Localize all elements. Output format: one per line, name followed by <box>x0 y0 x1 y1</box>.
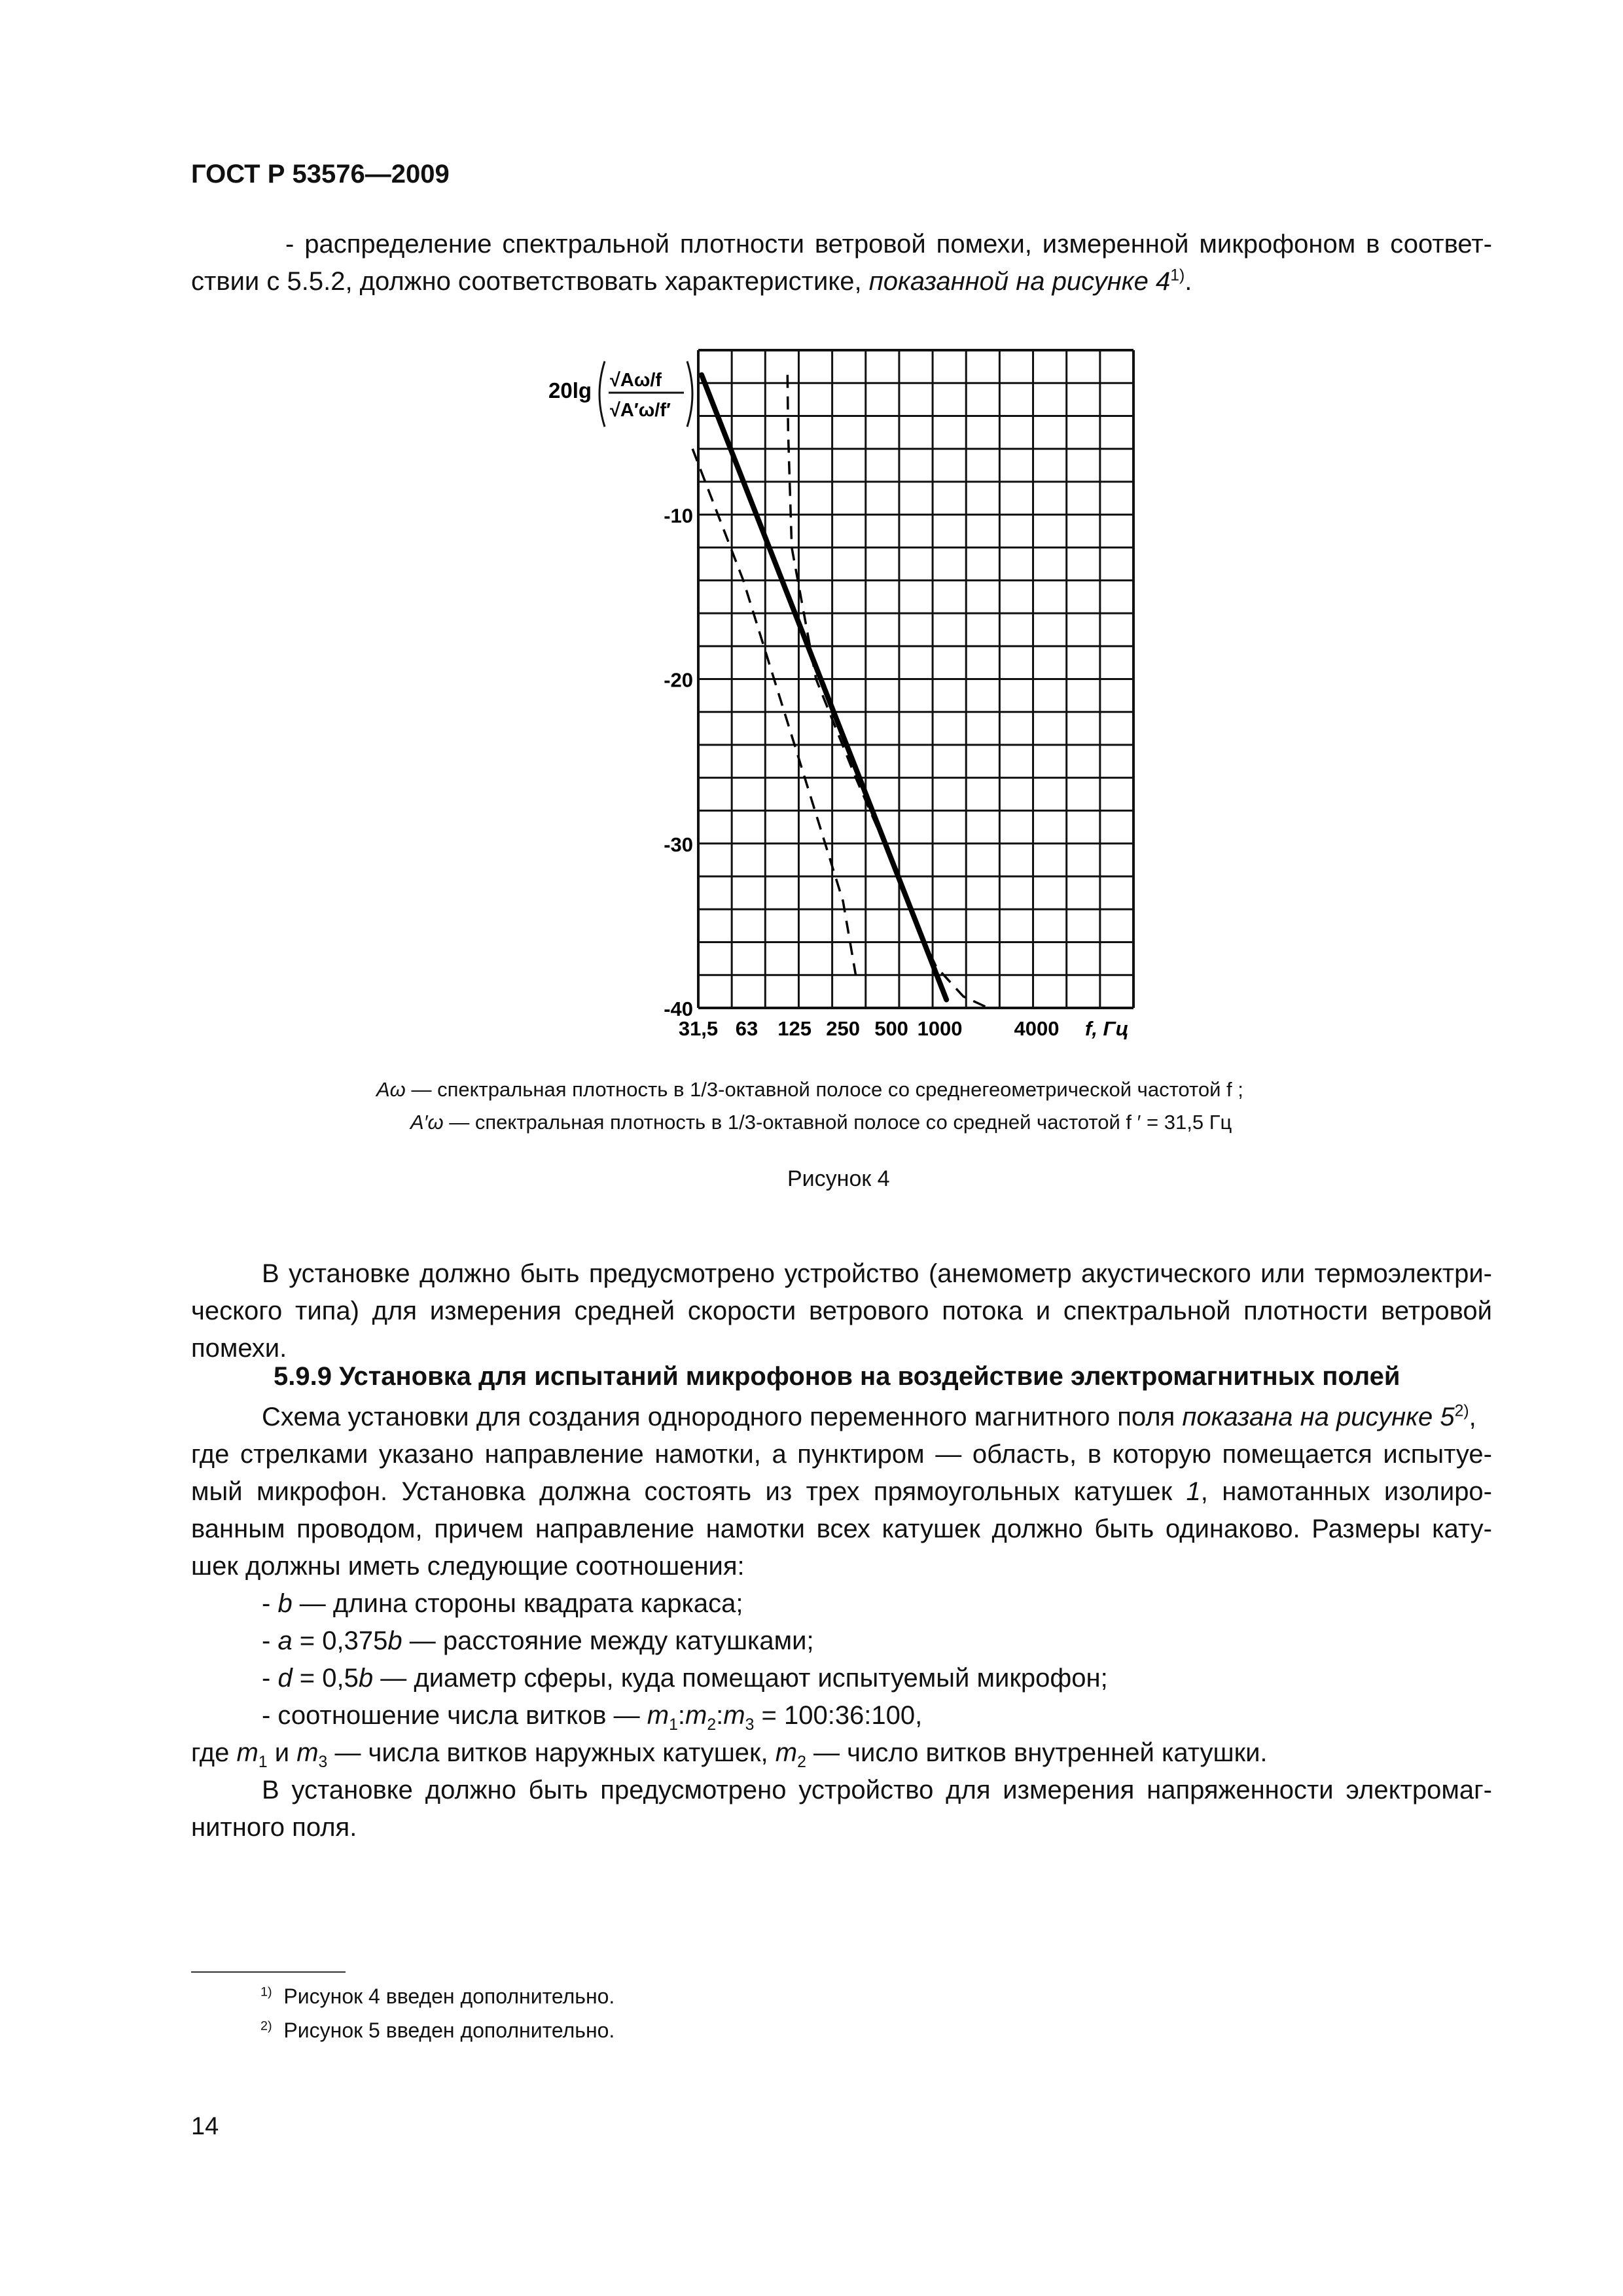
coil-number: 1 <box>1186 1477 1201 1506</box>
footnote-text: Рисунок 5 введен дополнительно. <box>283 2018 615 2042</box>
list-item-d <box>262 1660 1108 1697</box>
variable: m <box>775 1738 798 1767</box>
figure-caption: Рисунок 4 <box>787 1166 890 1191</box>
variable: a <box>277 1626 293 1655</box>
right-paren <box>687 361 692 427</box>
p3-comma: , <box>1469 1403 1476 1431</box>
x-tick-label: 1000 <box>917 1017 963 1040</box>
variable: m <box>236 1738 259 1767</box>
intro-period: . <box>1185 267 1192 296</box>
x-tick-label: 31,5 <box>678 1017 719 1040</box>
variable: b <box>387 1626 402 1655</box>
p3-text: мый микрофон. Установка должна состоять из трех прямоугольных катушек <box>191 1477 1186 1506</box>
paragraph-3 <box>191 1399 1492 1585</box>
figure-4-chart <box>510 327 1165 1060</box>
intro-paragraph <box>191 226 1492 300</box>
footnote-mark: 2) <box>260 2018 272 2034</box>
y-tick-label: -20 <box>664 668 693 692</box>
x-tick-label: 500 <box>874 1017 908 1040</box>
list-item-a <box>262 1623 1108 1660</box>
variable: b <box>277 1589 293 1618</box>
y-tick-label: -10 <box>664 504 693 528</box>
section-title: 5.9.9 Установка для испытаний микрофонов на воздействие электромагнитных полей <box>274 1362 1400 1391</box>
footnote-mark: 1) <box>1170 266 1185 285</box>
subscript: 3 <box>745 1716 755 1734</box>
list-item-b <box>262 1585 1108 1623</box>
paragraph-2 <box>191 1255 1492 1367</box>
intro-line-2 <box>191 263 1492 300</box>
figure-reference: показана на рисунке 5 <box>1182 1403 1455 1431</box>
where-line <box>191 1734 1268 1772</box>
footnote-2 <box>260 2018 615 2043</box>
x-tick-label: 63 <box>735 1017 758 1040</box>
footnote-text: Рисунок 4 введен дополнительно. <box>283 1984 615 2008</box>
y-tick-label: -30 <box>664 833 693 856</box>
p3-text: Схема установки для создания однородного переменного магнитного поля <box>262 1403 1183 1431</box>
where-pre: где <box>191 1738 237 1767</box>
subscript: 1 <box>258 1753 268 1771</box>
series-line-dashed <box>787 375 988 1008</box>
left-paren <box>599 361 605 427</box>
x-tick-label: 125 <box>777 1017 812 1040</box>
where-post: — число витков внутренней катушки. <box>806 1738 1268 1767</box>
x-tick-label: 250 <box>826 1017 860 1040</box>
list-text: = 100:36:100, <box>754 1701 923 1730</box>
page-number: 14 <box>191 2113 219 2140</box>
p4-line-2: нитного поля. <box>191 1813 357 1842</box>
legend-symbol: Aω <box>376 1078 406 1101</box>
variable: m <box>296 1738 319 1767</box>
legend-symbol: A′ω <box>410 1111 444 1134</box>
list-item-turns: - соотношение числа витков — $m_1:m_2:m_3$ = 100:36:100, <box>262 1701 923 1734</box>
list-dash: - <box>262 1664 278 1693</box>
list-text: - соотношение числа витков — <box>262 1701 647 1730</box>
ratio-list <box>262 1585 1108 1734</box>
variable: m <box>647 1701 669 1730</box>
footnote-1 <box>260 1984 615 2009</box>
footnote-mark: 2) <box>1454 1402 1469 1420</box>
legend-text: — спектральная плотность в 1/3-октавной полосе со среднегеометрической частотой f ; <box>411 1078 1243 1101</box>
figure-legend <box>376 1073 1243 1139</box>
p2-line-2: ческого типа) для измерения средней скорости ветрового потока и спектральной плотности ветровой <box>191 1297 1492 1325</box>
subscript: 1 <box>669 1716 678 1734</box>
document-header: ГОСТ Р 53576—2009 <box>191 160 450 188</box>
legend-item-2 <box>376 1106 1243 1139</box>
list-dash: - <box>262 1589 278 1618</box>
p3-line-3 <box>191 1473 1492 1511</box>
footnote-separator <box>191 1971 346 1973</box>
x-tick-label: 4000 <box>1014 1017 1060 1040</box>
list-text: = 0,375 <box>292 1626 388 1655</box>
subscript: 2 <box>707 1716 717 1734</box>
subscript: 3 <box>318 1753 328 1771</box>
y-tick-labels <box>664 504 693 1020</box>
list-dash: - <box>262 1626 278 1655</box>
legend-item-1 <box>376 1073 1243 1106</box>
p3-line-4: ванным проводом, причем направление намотки всех катушек должно быть одинаково. Размеры кату- <box>191 1515 1492 1543</box>
p2-line-1: В установке должно быть предусмотрено устройство (анемометр акустического или термоэлектри- <box>262 1259 1492 1288</box>
variable: m <box>685 1701 707 1730</box>
legend-text: — спектральная плотность в 1/3-октавной полосе со средней частотой f ′ = 31,5 Гц <box>449 1111 1232 1134</box>
p3-line-1 <box>191 1399 1492 1436</box>
y-label-denominator: √A′ω/f′ <box>610 400 671 421</box>
p3-line-2: где стрелками указано направление намотки, а пунктиром — область, в которую помещается испытуе- <box>191 1440 1492 1469</box>
list-text: — длина стороны квадрата каркаса; <box>292 1589 743 1618</box>
p4-line-1: В установке должно быть предусмотрено устройство для измерения напряженности электромаг- <box>262 1776 1492 1804</box>
where-and: и <box>267 1738 297 1767</box>
footnote-mark: 1) <box>260 1984 272 2000</box>
y-tick-label: -40 <box>664 997 693 1020</box>
chart-grid <box>698 350 1133 1008</box>
y-label-numerator: √Aω/f <box>610 370 662 391</box>
intro-line-1: - распределение спектральной плотности ветровой помехи, измеренной микрофоном в соответ- <box>285 230 1492 259</box>
intro-text: ствии с 5.5.2, должно соответствовать характеристике, <box>191 267 869 296</box>
variable: m <box>723 1701 745 1730</box>
list-text: — расстояние между катушками; <box>402 1626 814 1655</box>
y-axis-label <box>548 361 692 427</box>
figure-reference: показанной на рисунке 4 <box>868 267 1171 296</box>
list-text: = 0,5 <box>292 1664 359 1693</box>
subscript: 2 <box>797 1753 806 1771</box>
where-text <box>191 1734 1268 1772</box>
x-tick-labels <box>679 1017 1060 1040</box>
p3-line-5: шек должны иметь следующие соотношения: <box>191 1552 745 1581</box>
x-axis-unit: f, Гц <box>1085 1017 1129 1040</box>
y-label-prefix: 20lg <box>548 378 592 403</box>
variable: b <box>358 1664 374 1693</box>
paragraph-4 <box>191 1772 1492 1846</box>
p3-text: , намотанных изолиро- <box>1200 1477 1493 1506</box>
where-mid: — числа витков наружных катушек, <box>327 1738 776 1767</box>
chart-series <box>692 375 988 1008</box>
variable: d <box>277 1664 293 1693</box>
p2-line-3: помехи. <box>191 1334 287 1363</box>
list-text: — диаметр сферы, куда помещают испытуемый микрофон; <box>373 1664 1108 1693</box>
